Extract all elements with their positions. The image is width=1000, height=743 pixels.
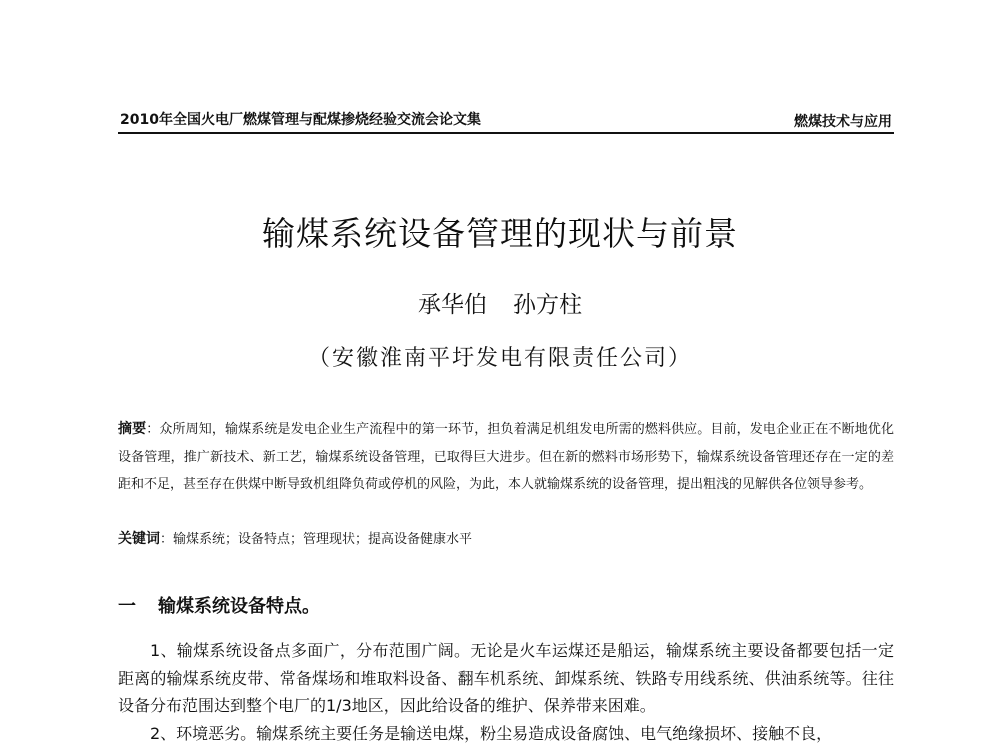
paper-title: 输煤系统设备管理的现状与前景 bbox=[262, 214, 738, 253]
author-name: 孙方柱 bbox=[513, 292, 582, 318]
keywords bbox=[118, 527, 894, 552]
keywords-label: 关键词 bbox=[118, 531, 160, 547]
section-number: 一 bbox=[118, 596, 136, 617]
abstract-label: 摘要 bbox=[118, 421, 147, 437]
paragraph: 1、输煤系统设备点多面广，分布范围广阔。无论是火车运煤还是船运，输煤系统主要设备都要包括一定距离的输煤系统皮带、常备煤场和堆取料设备、翻车机系统、卸煤系统、铁路专用线系统、供油系统等。往往设备分布范围达到整个电厂的1/3地区，因此给设备的维护、保养带来困难。 bbox=[118, 641, 894, 715]
paragraph: 2、环境恶劣。输煤系统主要任务是输送电煤，粉尘易造成设备腐蚀、电气绝缘损坏、接触不良， bbox=[150, 723, 833, 743]
running-header bbox=[118, 108, 894, 134]
header-section-name: 燃煤技术与应用 bbox=[794, 114, 892, 130]
body-text bbox=[118, 637, 894, 743]
author-affiliation: （安徽淮南平圩发电有限责任公司） bbox=[307, 346, 692, 371]
section-title: 输煤系统设备特点。 bbox=[158, 596, 320, 617]
author-name: 承华伯 bbox=[418, 292, 487, 318]
abstract-text: ：众所周知，输煤系统是发电企业生产流程中的第一环节，担负着满足机组发电所需的燃料供应。目前，发电企业正在不断地优化设备管理，推广新技术、新工艺，输煤系统设备管理，已取得巨大进步。但在新的燃料市场形势下，输煤系统设备管理还存在一定的差距和不足，甚至存在供煤中断导致机组降负荷或停机的风险，为此，本人就输煤系统的设备管理，提出粗浅的见解供各位领导参考。 bbox=[118, 422, 894, 492]
header-proceedings-title: 2010年全国火电厂燃煤管理与配煤掺烧经验交流会论文集 bbox=[120, 112, 481, 128]
author-list bbox=[0, 286, 1000, 319]
keywords-text: ：输煤系统；设备特点；管理现状；提高设备健康水平 bbox=[160, 532, 473, 547]
abstract bbox=[118, 416, 894, 499]
section-heading bbox=[118, 592, 320, 618]
